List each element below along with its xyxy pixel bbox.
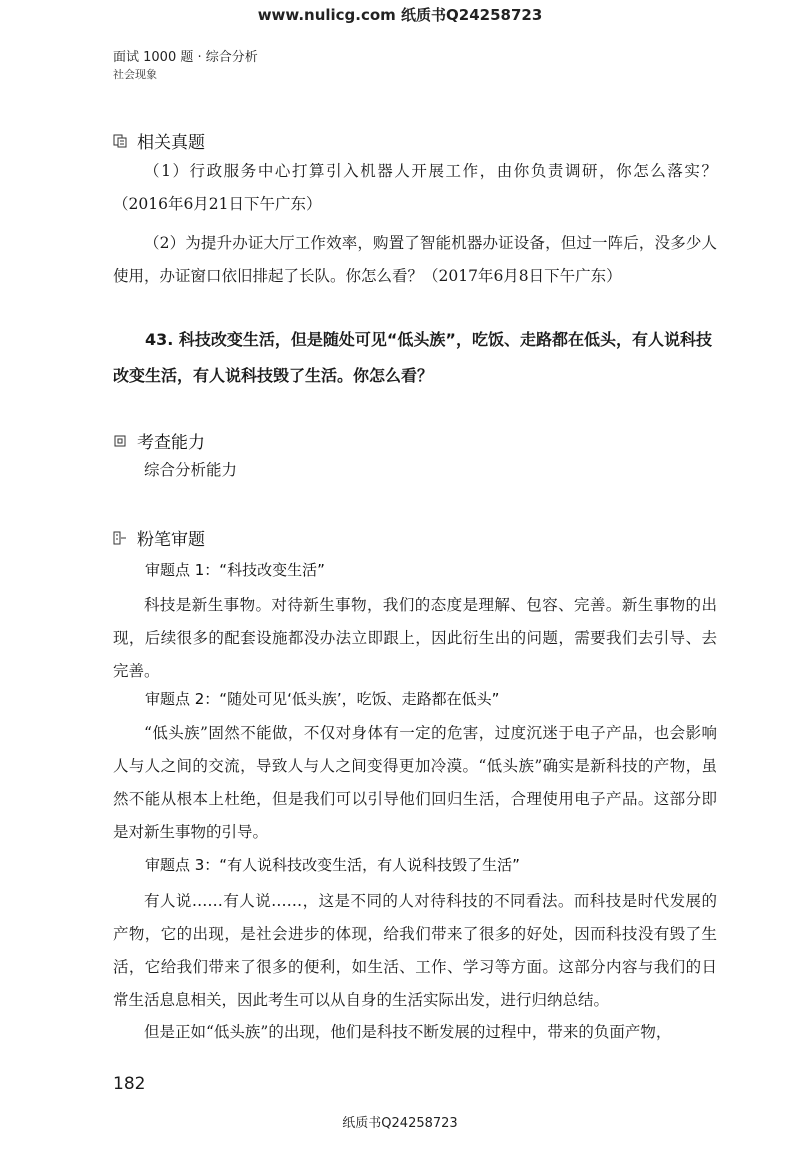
related-questions-heading — [113, 128, 205, 153]
top-watermark: www.nulicg.com 纸质书Q24258723 — [257, 6, 543, 24]
related-question-1: （1）行政服务中心打算引入机器人开展工作，由你负责调研，你怎么落实？（2016年6月21日下午广东） — [113, 162, 717, 213]
pen-icon — [113, 531, 127, 545]
analysis-heading — [113, 525, 205, 550]
analysis-point-2-text: “低头族”固然不能做，不仅对身体有一定的危害，过度沉迷于电子产品，也会影响人与人之间的交流，导致人与人之间变得更加冷漠。“低头族”确实是新科技的产物，虽然不能从根本上杜绝，但是我们可以引导他们回归生活，合理使用电子产品。这部分即是对新生事物的引导。 — [113, 724, 717, 841]
question-text: 43. 科技改变生活，但是随处可见“低头族”，吃饭、走路都在低头，有人说科技改变生活，有人说科技毁了生活。你怎么看？ — [113, 330, 712, 385]
page-number: 182 — [113, 1074, 146, 1094]
running-header-title: 面试 1000 题 · 综合分析 — [113, 50, 258, 65]
analysis-point-2-title: 审题点 2：“随处可见‘低头族’，吃饭、走路都在低头” — [145, 690, 500, 708]
document-icon — [113, 134, 127, 148]
ability-title: 考查能力 — [137, 433, 205, 453]
bottom-watermark: 纸质书Q24258723 — [342, 1116, 458, 1131]
ability-text: 综合分析能力 — [144, 461, 238, 479]
running-header-subtitle: 社会现象 — [113, 68, 157, 81]
ability-heading — [113, 428, 205, 453]
target-icon — [113, 434, 127, 448]
related-questions-title: 相关真题 — [137, 133, 205, 153]
related-question-2: （2）为提升办证大厅工作效率，购置了智能机器办证设备，但过一阵后，没多少人使用，办证窗口依旧排起了长队。你怎么看？（2017年6月8日下午广东） — [113, 234, 717, 285]
analysis-point-1-title: 审题点 1：“科技改变生活” — [145, 561, 325, 579]
analysis-point-3-text-1: 有人说……有人说……，这是不同的人对待科技的不同看法。而科技是时代发展的产物，它的出现，是社会进步的体现，给我们带来了很多的好处，因而科技没有毁了生活，它给我们带来了很多的便利，如生活、工作、学习等方面。这部分内容与我们的日常生活息息相关，因此考生可以从自身的生活实际出发，进行归纳总结。 — [113, 892, 717, 1009]
analysis-point-3-title: 审题点 3：“有人说科技改变生活，有人说科技毁了生活” — [145, 856, 520, 874]
analysis-title: 粉笔审题 — [137, 530, 205, 550]
analysis-point-3-text-2: 但是正如“低头族”的出现，他们是科技不断发展的过程中，带来的负面产物， — [144, 1023, 672, 1041]
analysis-point-1-text: 科技是新生事物。对待新生事物，我们的态度是理解、包容、完善。新生事物的出现，后续很多的配套设施都没办法立即跟上，因此衍生出的问题，需要我们去引导、去完善。 — [113, 596, 717, 680]
